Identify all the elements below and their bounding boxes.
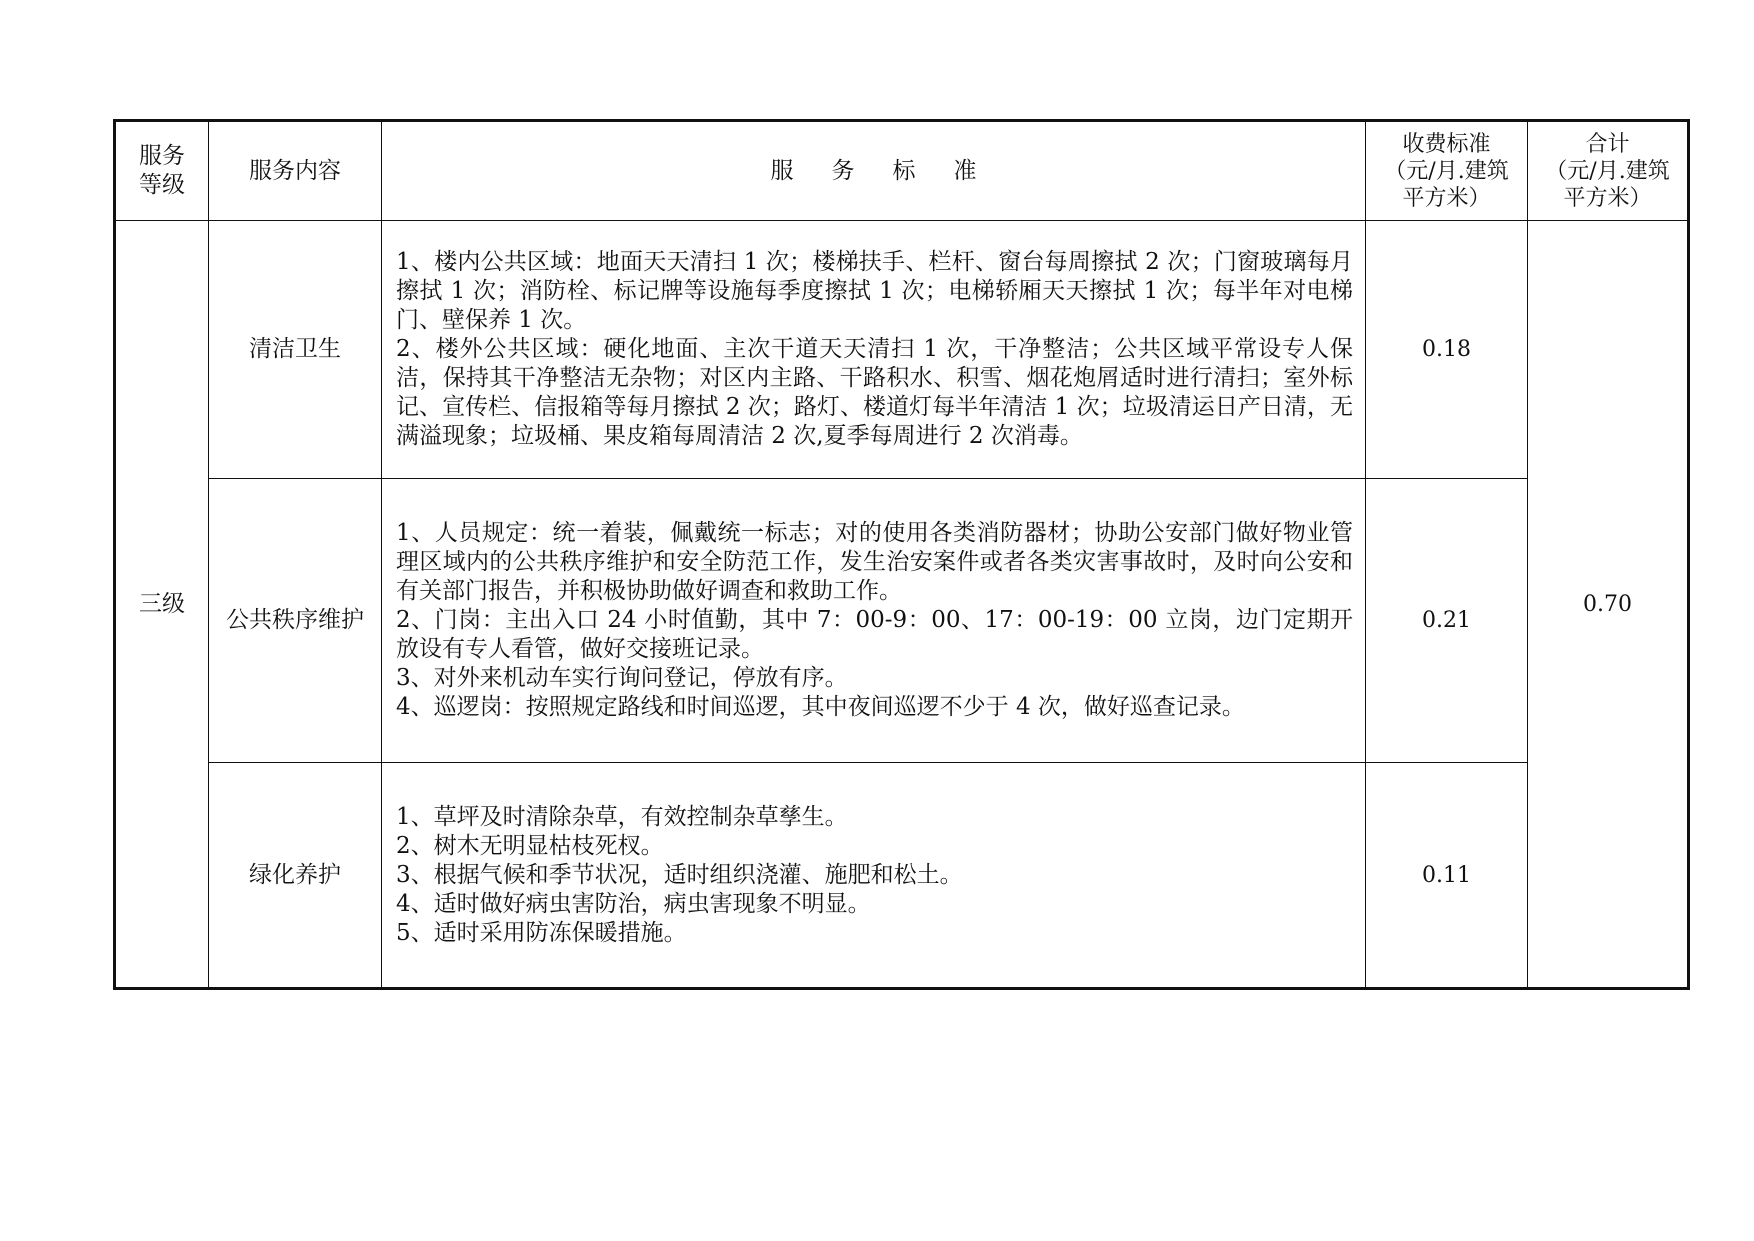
table-row — [115, 763, 1689, 989]
header-total — [1528, 121, 1689, 221]
fee-cell: 0.11 — [1366, 763, 1528, 989]
standard-item: 1、草坪及时清除杂草，有效控制杂草孳生。 — [396, 803, 848, 830]
header-service-level — [115, 121, 209, 221]
total-cell: 0.70 — [1528, 221, 1689, 989]
standard-item: 2、楼外公共区域：硬化地面、主次干道天天清扫 1 次，干净整洁；公共区域平常设专人保洁，保持其干净整洁无杂物；对区内主路、干路积水、积雪、烟花炮屑适时进行清扫；室外标记、宣传栏、信报箱等每月擦拭 2 次；路灯、楼道灯每半年清洁 1 次；垃圾清运日产日清，无满溢现象；垃圾桶、果皮箱每周清洁 2 次,夏季每周进行 2 次消毒。 — [396, 336, 1353, 449]
fee-cell: 0.18 — [1366, 221, 1528, 479]
service-standard-cell — [382, 479, 1366, 763]
header-fee-line: （元/月.建筑 — [1384, 158, 1509, 184]
header-service-standard: 服务标准 — [382, 121, 1366, 221]
header-service-content: 服务内容 — [209, 121, 382, 221]
service-standard-table — [113, 119, 1690, 990]
standard-item: 4、巡逻岗：按照规定路线和时间巡逻，其中夜间巡逻不少于 4 次，做好巡查记录。 — [396, 694, 1245, 720]
header-level-line: 等级 — [139, 172, 185, 198]
service-content-cell: 清洁卫生 — [209, 221, 382, 479]
standard-item: 5、适时采用防冻保暖措施。 — [396, 919, 687, 946]
service-content-cell: 绿化养护 — [209, 763, 382, 989]
header-level-line: 服务 — [139, 143, 185, 169]
table-row — [115, 221, 1689, 479]
header-total-line: （元/月.建筑 — [1545, 158, 1670, 184]
header-fee-line: 平方米） — [1402, 185, 1491, 211]
standard-item: 2、树木无明显枯枝死杈。 — [396, 832, 664, 859]
service-standard-cell — [382, 763, 1366, 989]
standard-item: 3、根据气候和季节状况，适时组织浇灌、施肥和松土。 — [396, 861, 963, 888]
standard-item: 2、门岗：主出入口 24 小时值勤，其中 7：00-9：00、17：00-19：00 立岗，边门定期开放设有专人看管，做好交接班记录。 — [396, 607, 1353, 662]
header-row — [115, 121, 1689, 221]
fee-cell: 0.21 — [1366, 479, 1528, 763]
standard-item: 1、楼内公共区域：地面天天清扫 1 次；楼梯扶手、栏杆、窗台每周擦拭 2 次；门窗玻璃每月擦拭 1 次；消防栓、标记牌等设施每季度擦拭 1 次；电梯轿厢天天擦拭 1 次；每半年对电梯门、壁保养 1 次。 — [396, 249, 1353, 333]
table-row — [115, 479, 1689, 763]
header-total-line: 平方米） — [1563, 185, 1652, 211]
standard-item: 4、适时做好病虫害防治，病虫害现象不明显。 — [396, 890, 871, 917]
service-content-cell: 公共秩序维护 — [209, 479, 382, 763]
service-standard-cell — [382, 221, 1366, 479]
header-fee-standard — [1366, 121, 1528, 221]
standard-item: 1、人员规定：统一着装，佩戴统一标志；对的使用各类消防器材；协助公安部门做好物业管理区域内的公共秩序维护和安全防范工作，发生治安案件或者各类灾害事故时，及时向公安和有关部门报告，并积极协助做好调查和救助工作。 — [396, 520, 1353, 604]
header-fee-line: 收费标准 — [1402, 131, 1491, 157]
service-level-cell: 三级 — [115, 221, 209, 989]
header-total-line: 合计 — [1585, 131, 1630, 157]
standard-item: 3、对外来机动车实行询问登记，停放有序。 — [396, 665, 848, 691]
